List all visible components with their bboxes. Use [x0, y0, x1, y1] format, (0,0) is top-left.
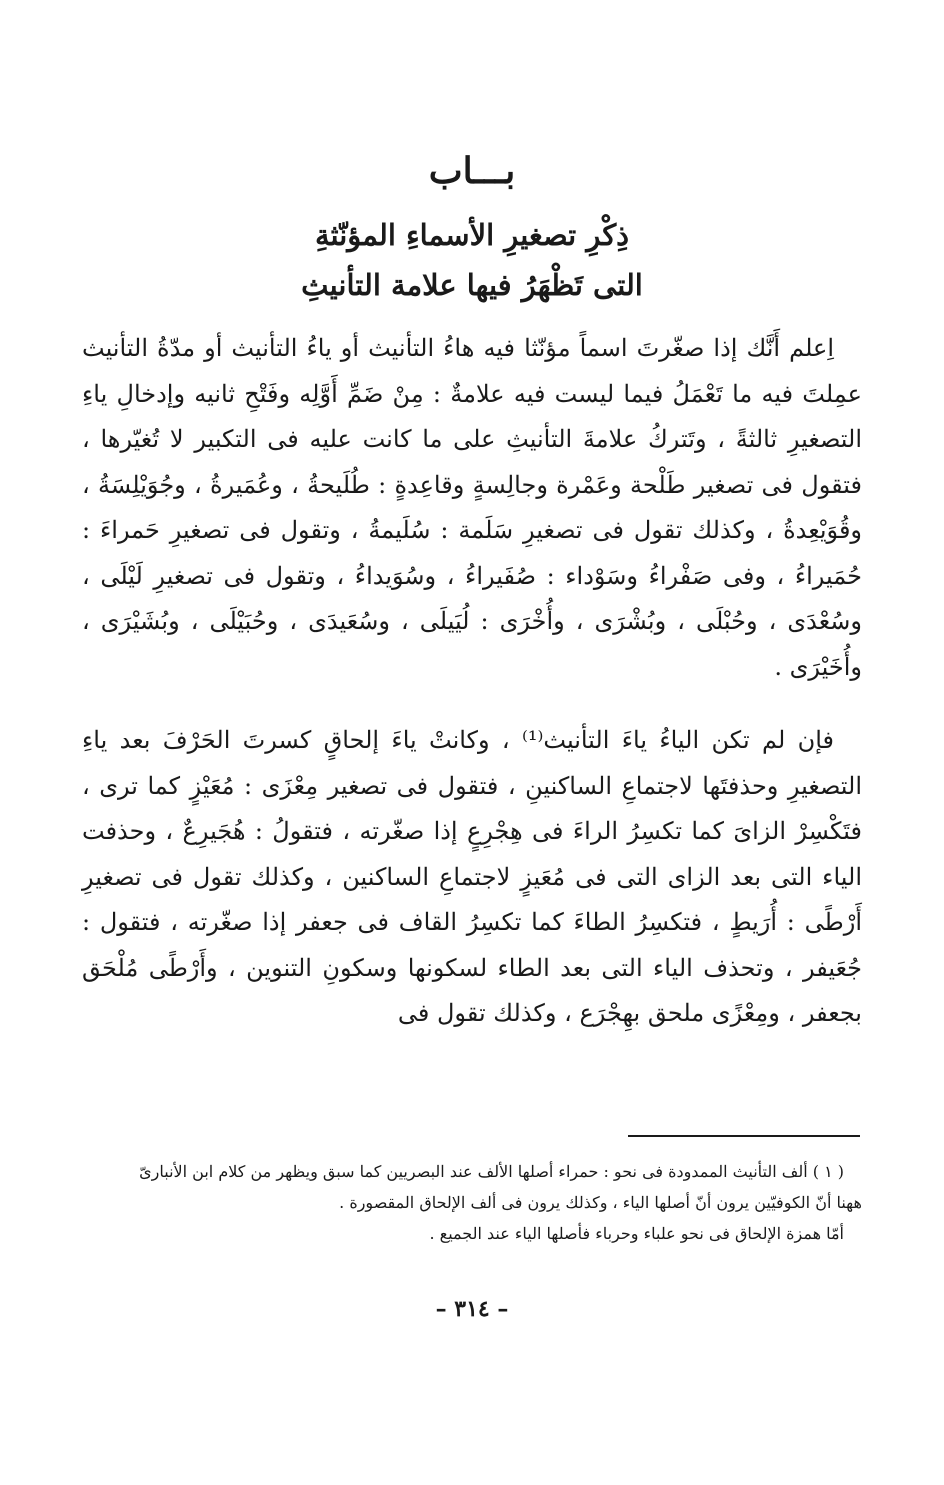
body-paragraph-2: فإن لم تكن الياءُ ياءَ التأنيث⁽¹⁾ ، وكانتْ ياءَ إلحاقٍ كسرتَ الحَرْفَ بعد ياءِ التصغيرِ وحذفتَها لاجتماعِ الساكنينِ ، فتقول فى تصغير مِعْزَى : مُعَيْزٍ كما ترى ، فتَكْسِرْ الزاىَ كما تكسِرُ الراءَ فى هِجْرِعٍ إذا صغّرته ، فتقولُ : هُجَيرِعٌ ، وحذفت الياء التى بعد الزاى التى فى مُعَيزٍ لاجتماعِ الساكنين ، وكذلك تقول فى تصغيرِ أَرْطًى : أُرَيطٍ ، فتكسِرُ الطاءَ كما تكسِرُ القاف فى جعفر إذا صغّرته ، فتقول : جُعَيفر ، وتحذف الياء التى بعد الطاء لسكونها وسكونِ التنوين ، وأَرْطًى مُلْحَق بجعفر ، ومِعْزًى ملحق بهِجْرَع ، وكذلك تقول فى: [82, 726, 862, 1027]
page-number: – ٣١٤ –: [435, 1296, 509, 1322]
footnotes: [82, 1156, 862, 1249]
footnote-separator: [628, 1135, 860, 1137]
body-paragraph-1: اِعلم أَنَّك إذا صغّرتَ اسماً مؤنّثا فيه هاءُ التأنيث أو ياءُ التأنيث أو مدّةُ التأنيث عمِلتَ فيه ما تَعْمَلُ فيما ليست فيه علامةٌ : مِنْ ضَمِّ أَوَّلِه وفَتْحِ ثانيه وإدخالِ ياءِ التصغيرِ ثالثةً ، وتَتركُ علامةَ التأنيثِ على ما كانت عليه فى التكبير لا تُغيّرها ، فتقول فى تصغير طَلْحة وعَمْرة وجالِسةٍ وقاعِدةٍ : طُلَيحةُ ، وعُمَيرةُ ، وجُوَيْلِسَةُ ، وقُوَيْعِدةُ ، وكذلك تقول فى تصغيرِ سَلَمة : سُلَيمةُ ، وتقول فى تصغيرِ حَمراءَ : حُمَيراءُ ، وفى صَفْراءُ وسَوْداء : صُفَيراءُ ، وسُوَيداءُ ، وتقول فى تصغيرِ لَيْلَى ، وسُعْدَى ، وحُبْلَى ، وبُشْرَى ، وأُخْرَى : لُيَيلَى ، وسُعَيدَى ، وحُبَيْلَى ، وبُشَيْرَى ، وأُخَيْرَى .: [82, 334, 863, 681]
chapter-title-line-2: التى تَظْهَرُ فيها علامة التأنيثِ: [301, 268, 643, 302]
footnote-line-3: أمّا همزة الإلحاق فى نحو علباء وحرباء فأصلها الياء عند الجميع .: [429, 1224, 844, 1243]
footnote-line-2: ههنا أنّ الكوفيّين يرون أنّ أصلها الياء ، وكذلك يرون فى ألف الإلحاق المقصورة .: [339, 1193, 862, 1212]
footnote-line-1: ( ١ ) ألف التأنيث الممدودة فى نحو : حمراء أصلها الألف عند البصريين كما سبق ويظهر من كلام ابن الأنبارىّ: [139, 1162, 844, 1181]
chapter-label: بـــاب: [428, 150, 516, 192]
chapter-title-line-1: ذِكْرِ تصغيرِ الأسماءِ المؤنّثةِ: [314, 218, 630, 252]
